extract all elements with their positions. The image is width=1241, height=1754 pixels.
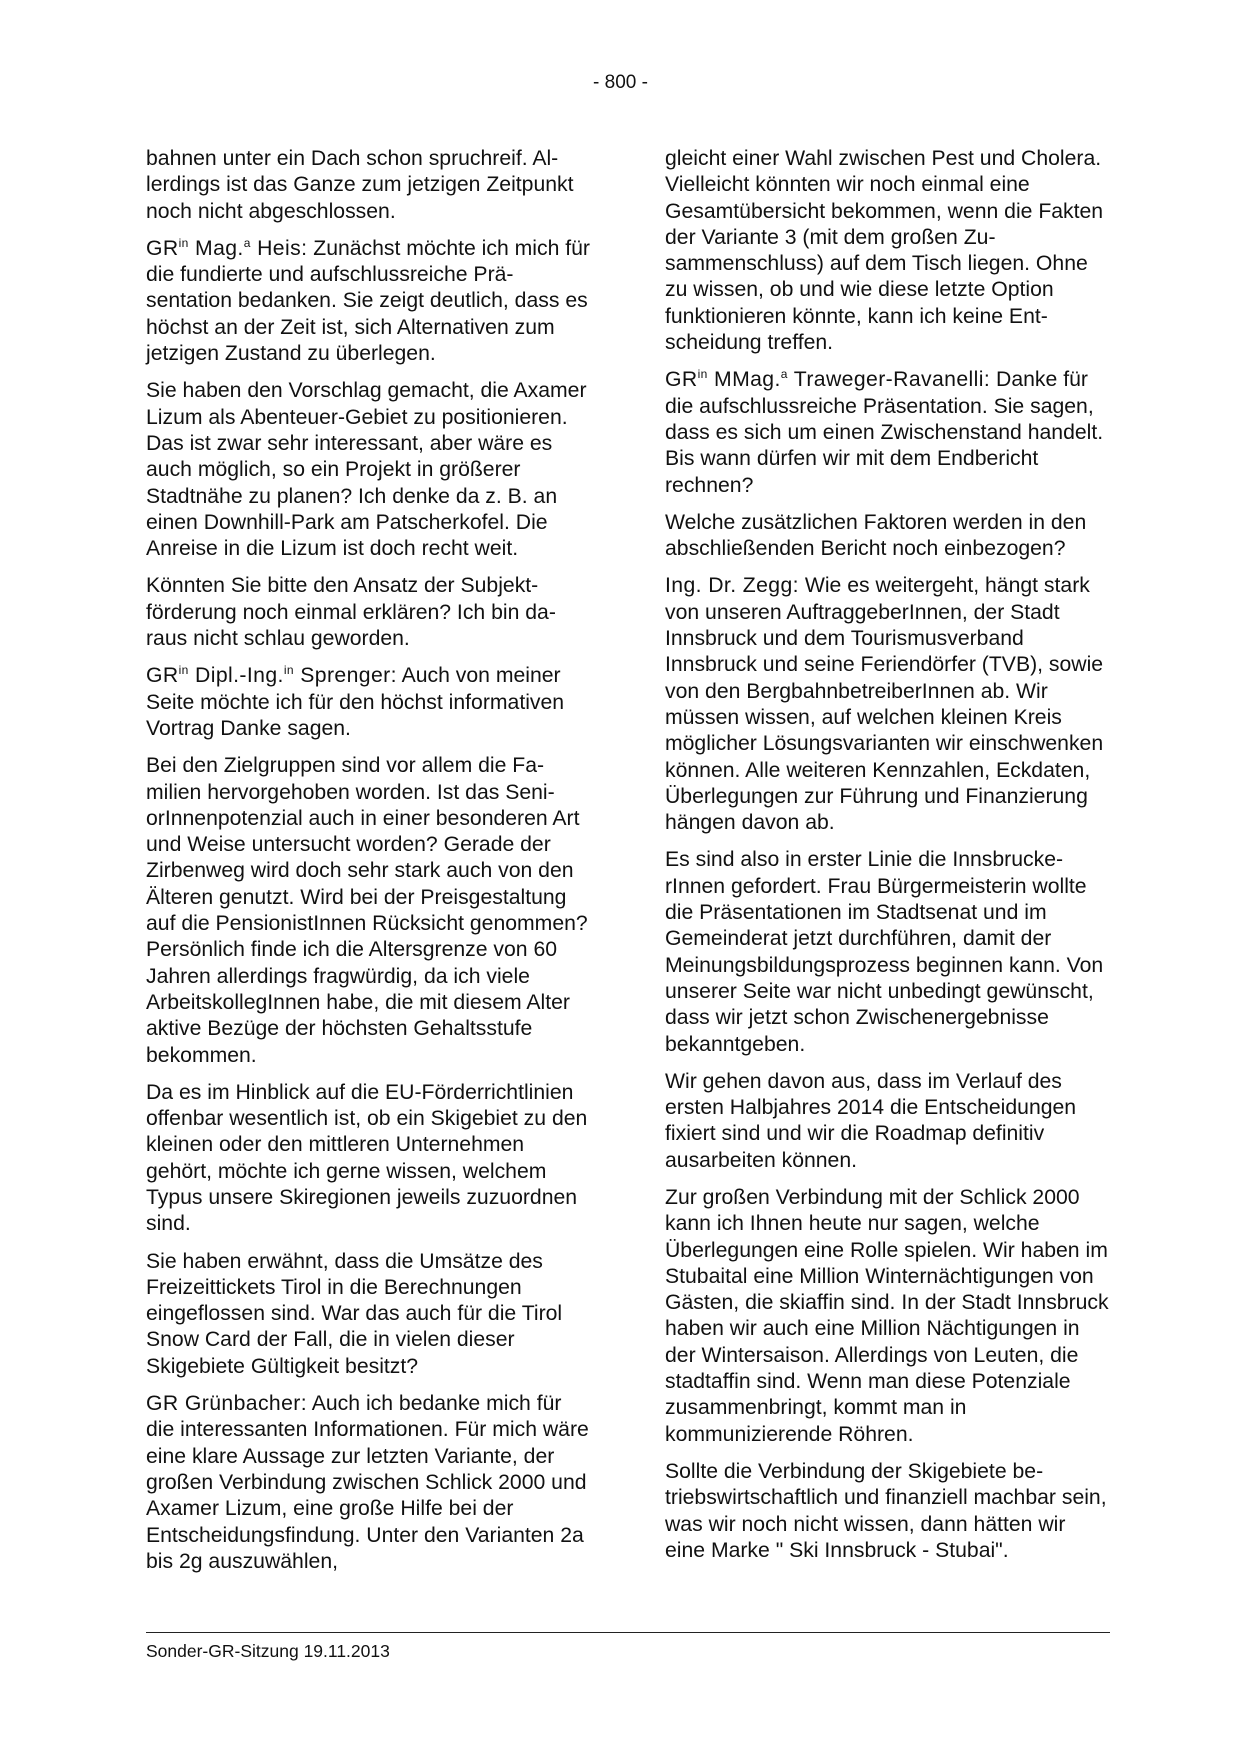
paragraph: Da es im Hinblick auf die EU-Förderrichtlinien offenbar wesentlich ist, ob ein Skigebiet zu den kleinen oder den mittleren Unternehmen gehört, möchte ich gerne wissen, welchem Typus unsere Skiregionen jeweils zuzuordnen sind. bbox=[146, 1080, 588, 1236]
paragraph-speaker-traweger bbox=[665, 367, 1109, 498]
paragraph: Es sind also in erster Linie die InnsbruckerInnen gefordert. Frau Bürgermeisterin wollte die Präsentationen im Stadtsenat und im Gemeinderat jetzt durchführen, damit der Meinungsbildungsprozess beginnen kann. Von unserer Seite war nicht unbedingt gewünscht, dass wir jetzt schon Zwischenergebnisse bekanntgeben. bbox=[665, 848, 1104, 1056]
paragraph: Bei den Zielgruppen sind vor allem die Familien hervorgehoben worden. Ist das SeniorInnenpotenzial auch in einer besonderen Art und Weise untersucht worden? Gerade der Zirbenweg wird doch sehr stark auch von den Älteren genutzt. Wird bei der Preisgestaltung auf die PensionistInnen Rücksicht genommen? Persönlich finde ich die Altersgrenze von 60 Jahren allerdings fragwürdig, da ich viele ArbeitskollegInnen habe, die mit diesem Alter aktive Bezüge der höchsten Gehaltsstufe bekommen. bbox=[146, 754, 588, 1067]
paragraph-text: Auch von meiner Seite möchte ich für den höchst informativen Vortrag Danke sagen. bbox=[146, 664, 565, 740]
paragraph-text: Wie es weitergeht, hängt stark von unseren AuftraggeberInnen, der Stadt Innsbruck und dem Tourismusverband Innsbruck und seine Feriendörfer (TVB), sowie von den BergbahnbetreiberInnen ab. Wir müssen wissen, auf welchen kleinen Kreis möglicher Lösungsvarianten wir einschwenken können. Alle weiteren Kennzahlen, Eckdaten, Überlegungen zur Führung und Finanzierung hängen davon ab. bbox=[665, 574, 1104, 835]
speaker-name: GR Grünbacher: bbox=[146, 1392, 308, 1416]
speaker-name: $GR^{in}$ Mag.$^a$ Heis: bbox=[146, 235, 308, 260]
page-number: - 800 - bbox=[593, 72, 648, 93]
footer-divider bbox=[146, 1632, 1110, 1633]
paragraph: Zur großen Verbindung mit der Schlick 2000 kann ich Ihnen heute nur sagen, welche Überlegungen eine Rolle spielen. Wir haben im Stubaital eine Million Winternächtigungen von Gästen, die skiaffin sind. In der Stadt Innsbruck haben wir auch eine Million Nächtigungen in der Wintersaison. Allerdings von Leuten, die stadtaffin sind. Wenn man diese Potenziale zusammenbringt, kommt man in kommunizierende Röhren. bbox=[665, 1185, 1109, 1446]
paragraph: Welche zusätzlichen Faktoren werden in den abschließenden Bericht noch einbezogen? bbox=[665, 510, 1087, 561]
paragraph: Sie haben erwähnt, dass die Umsätze des Freizeittickets Tirol in die Berechnungen eingeflossen sind. War das auch für die Tirol Snow Card der Fall, die in vielen dieser Skigebiete Gültigkeit besitzt? bbox=[146, 1249, 563, 1378]
left-column bbox=[146, 146, 590, 1586]
paragraph-speaker-gruenbacher bbox=[146, 1391, 590, 1575]
paragraph-text: Zunächst möchte ich mich für die fundierte und aufschlussreiche Präsentation bedanken. Sie zeigt deutlich, dass es höchst an der Zeit ist, sich Alternativen zum jetzigen Zustand zu überlegen. bbox=[146, 236, 590, 366]
paragraph-speaker-sprenger bbox=[146, 663, 590, 742]
paragraph: Könnten Sie bitte den Ansatz der Subjektförderung noch einmal erklären? Ich bin daraus nicht schlau geworden. bbox=[146, 574, 556, 651]
paragraph-speaker-heis bbox=[146, 236, 590, 367]
right-column bbox=[665, 146, 1109, 1575]
paragraph-text: Danke für die aufschlussreiche Präsentation. Sie sagen, dass es sich um einen Zwischenstand handelt. Bis wann dürfen wir mit dem Endbericht rechnen? bbox=[665, 368, 1104, 497]
speaker-name: Ing. Dr. Zegg: bbox=[665, 574, 799, 598]
paragraph: bahnen unter ein Dach schon spruchreif. Allerdings ist das Ganze zum jetzigen Zeitpunkt noch nicht abgeschlossen. bbox=[146, 147, 574, 223]
paragraph-text: Auch ich bedanke mich für die interessanten Informationen. Für mich wäre eine klare Aussage zur letzten Variante, der großen Verbindung zwischen Schlick 2000 und Axamer Lizum, eine große Hilfe bei der Entscheidungsfindung. Unter den Varianten 2a bis 2g auszuwählen, bbox=[146, 1392, 589, 1573]
paragraph: Sollte die Verbindung der Skigebiete betriebswirtschaftlich und finanziell machbar sein, was wir noch nicht wissen, dann hätten wir eine Marke " Ski Innsbruck - Stubai". bbox=[665, 1459, 1107, 1562]
speaker-name: $GR^{in}$ MMag.$^a$ Traweger-Ravanelli: bbox=[665, 367, 991, 392]
footer-session-label: Sonder-GR-Sitzung 19.11.2013 bbox=[146, 1641, 390, 1661]
paragraph: Wir gehen davon aus, dass im Verlauf des ersten Halbjahres 2014 die Entscheidungen fixiert sind und wir die Roadmap definitiv ausarbeiten können. bbox=[665, 1069, 1077, 1172]
speaker-name: $GR^{in}$ Dipl.-Ing.$^{in}$ Sprenger: bbox=[146, 663, 397, 688]
paragraph: gleicht einer Wahl zwischen Pest und Cholera. Vielleicht könnten wir noch einmal eine Gesamtübersicht bekommen, wenn die Fakten der Variante 3 (mit dem großen Zusammenschluss) auf dem Tisch liegen. Ohne zu wissen, ob und wie diese letzte Option funktionieren könnte, kann ich keine Entscheidung treffen. bbox=[665, 147, 1104, 355]
paragraph: Sie haben den Vorschlag gemacht, die Axamer Lizum als Abenteuer-Gebiet zu positionieren. Das ist zwar sehr interessant, aber wäre es auch möglich, so ein Projekt in größerer Stadtnähe zu planen? Ich denke da z. B. an einen Downhill-Park am Patscherkofel. Die Anreise in die Lizum ist doch recht weit. bbox=[146, 379, 587, 561]
paragraph-speaker-zegg bbox=[665, 573, 1109, 836]
